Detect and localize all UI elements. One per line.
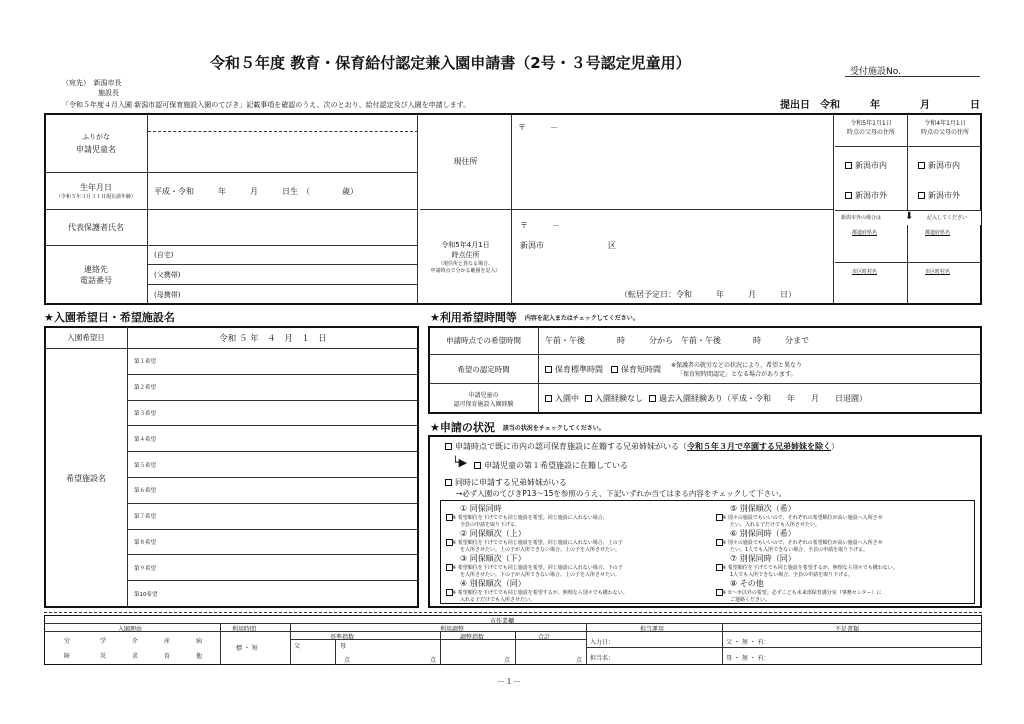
pref-row[interactable]: 第５希望 (128, 452, 418, 478)
section-time-title: ★利用希望時間等 (430, 311, 517, 324)
reason-item[interactable]: 産 (164, 638, 171, 645)
reason-item[interactable]: 災 (100, 653, 107, 660)
refer-guide-text: →必ず入園のてびきP13～15を参照のうえ、下記いずれか当てはまる内容をチェックして下さい。 (456, 489, 787, 498)
addressee-facility: 施設長 (98, 89, 119, 97)
april-postal: 〒 － (520, 221, 560, 230)
section-time-note: 内容を記入またはチェックしてください。 (524, 314, 639, 322)
total-label: 合計 (538, 634, 551, 641)
point-unit: 点 (576, 657, 583, 664)
current-address-field[interactable]: 〒 － (512, 114, 834, 210)
staff-label: 担当運用 (640, 626, 665, 633)
facility-label: 希望施設名 (45, 349, 128, 607)
phone-father-field[interactable]: (父携帯) (148, 265, 418, 285)
past-experience-checkbox[interactable]: 過去入園経験あり（平成・令和 年 月 日退園） (649, 393, 867, 404)
child-name-label (45, 114, 148, 173)
adjust-index-label: 調整指数 (460, 634, 485, 641)
birth-field[interactable]: 平成・令和 年 月 日生 （ 歳） (148, 173, 418, 210)
pref-row[interactable]: 第10希望 (134, 592, 158, 599)
sibling-enrolled-checkbox[interactable]: 申請時点で既に市内の認可保育施設に在籍する兄弟姉妹がいる（令和５年３月で卒園する兄弟姉妹を除く） (445, 441, 839, 452)
experience-label-2: 認可保育施設入園経験 (453, 400, 514, 408)
pref-row[interactable]: 第９希望 (128, 555, 418, 581)
reason-item[interactable]: 介 (132, 638, 139, 645)
child-name-text: 申請児童名 (76, 144, 116, 154)
submit-date: 提出日 令和 年 月 日 (780, 100, 980, 111)
section-status-title: ★申請の状況 (430, 421, 495, 434)
pref-row[interactable]: 第８希望 (128, 530, 418, 556)
section-time-header (430, 309, 639, 325)
experience-field (539, 384, 981, 413)
outside-checkbox-2023[interactable]: 新潟市外 (845, 190, 887, 201)
mother-docs[interactable]: 母 ・ 無 ・ 有： (726, 655, 770, 662)
phone-mother-field[interactable]: (母携帯) (148, 285, 418, 304)
entry-date-value[interactable]: 令和 ５ 年 ４ 月 １ 日 (128, 327, 418, 349)
pref-label-2022: 都道府県名 (925, 230, 951, 236)
reason-label: 入園理由 (118, 626, 143, 633)
cert-time-note: ※保護者の就労などの状況により、希望と異なり 「保育短時間認定」となる場合があります。 (671, 362, 803, 378)
parents-head-2022-b: 時点の父母の住所 (920, 129, 969, 136)
point-unit: 点 (430, 657, 437, 664)
move-date: （転居予定日：令和 年 月 日） (620, 290, 796, 299)
option-item[interactable]: ③ 同保順次（下） ※ 希望順位を下げてでも同じ施設を希望。同じ施設に入れない場合、下の子 を入所させたい。下の子が入所できない場合、上の子を入所させたい。 (446, 553, 708, 578)
pref-row[interactable]: 第２希望 (128, 375, 418, 401)
page-title: 令和５年度 教育・保育給付認定兼入園申請書（2号・３号認定児童用） (210, 54, 691, 72)
option-item[interactable]: ② 同保順次（上） ※ 希望順位を下げてでも同じ施設を希望。同じ施設に入れない場合、上の子 を入所させたい。上の子が入所できない場合、上の子を入所させたい。 (446, 528, 708, 553)
option-item[interactable]: ⑦ 別保同時（同） ※ 希望順位を下げてでも同じ施設を希望するが、無理なら別々でも構わない。 1人でも入所できない場合、全員の申請を取り下げる。 (716, 553, 972, 578)
inside-checkbox-2022[interactable]: 新潟市内 (918, 160, 960, 171)
april-city: 新潟市 (520, 241, 544, 250)
reason-item[interactable]: 他 (196, 653, 203, 660)
adjust-label: 利用調整 (440, 626, 465, 633)
pref-row[interactable]: 第７希望 (128, 504, 418, 530)
outside-note-right: 記入してください (927, 215, 968, 221)
receipt-line (845, 76, 980, 77)
enrolled-checkbox[interactable]: 入園中 (545, 393, 579, 404)
april-label-2: 時点住所 (451, 251, 480, 259)
experience-label-1: 申請児童の (468, 391, 499, 399)
section-status-header (430, 419, 605, 435)
return-arrow-icon: └▶ (452, 456, 468, 469)
outside-note: 新潟市外の場合は (841, 215, 882, 221)
addressee-mayor: （宛先） 新潟市長 (62, 79, 122, 87)
option-item[interactable]: ⑧ その他 ※ ①～⑦以外の希望。必ずこども未来部保育課分室（事務センター）に ご連絡ください。 (716, 578, 972, 603)
parents-col-divider (907, 114, 908, 304)
section-status-note: 該当の状況をチェックしてください。 (502, 424, 605, 432)
april-label-3: （現住所と異なる場合、 (437, 261, 493, 267)
city-use-label: 市作業欄 (490, 618, 515, 625)
contact-label (45, 246, 148, 304)
guardian-field[interactable] (148, 210, 418, 246)
intro-text: 「令和５年度４月入園 新潟市認可保育施設入園のてびき」記載事項を確認のうえ、次のとおり、給付認定及び入園を申請します。 (62, 101, 471, 109)
contact-label-1: 連絡先 (84, 265, 108, 274)
use-time-label: 利用時間 (232, 626, 257, 633)
reason-item[interactable]: 学 (100, 638, 107, 645)
standard-time-checkbox[interactable]: 保育標準時間 (545, 364, 603, 375)
phone-home-field[interactable]: (自宅) (148, 246, 418, 265)
pref-row[interactable]: 第４希望 (128, 426, 418, 452)
cut-line (44, 612, 982, 613)
point-unit: 点 (344, 657, 351, 664)
pref-row[interactable]: 第６希望 (128, 478, 418, 504)
page-number: －１－ (497, 677, 521, 686)
reason-item[interactable]: 労 (64, 638, 71, 645)
no-experience-checkbox[interactable]: 入園経験なし (585, 393, 643, 404)
receipt-label: 受付施設No. (850, 67, 901, 77)
reason-item[interactable]: 障 (64, 653, 71, 660)
outside-checkbox-2022[interactable]: 新潟市外 (918, 190, 960, 201)
april-label-1: 令和5年4月1日 (441, 241, 490, 249)
short-time-checkbox[interactable]: 保育短時間 (611, 364, 661, 375)
input-date-label[interactable]: 入力日： (590, 639, 615, 646)
guardian-label: 代表保護者氏名 (45, 210, 148, 246)
point-unit: 点 (504, 657, 511, 664)
pref-row[interactable]: 第１希望 (128, 349, 418, 375)
desired-time-label: 申請時点での希望時間 (429, 327, 539, 355)
muni-label-2022: 市区町村名 (925, 269, 951, 275)
birth-note: （令和５年３月３１日現在満年齢） (55, 194, 136, 200)
reason-item[interactable]: 育 (164, 653, 171, 660)
first-choice-checkbox[interactable]: 申請児童の第１希望施設に在籍している (474, 460, 628, 471)
birth-label (45, 173, 148, 210)
section-facility-title: ★入園希望日・希望施設名 (44, 311, 175, 324)
parents-head-2023 (835, 118, 907, 136)
contact-label-2: 電話番号 (80, 276, 112, 285)
muni-label-2023: 市区町村名 (852, 269, 878, 275)
mother-label: 母 (340, 643, 347, 650)
april-label-4: 申請時点で分かる範囲を記入） (430, 268, 501, 274)
desired-time-value[interactable]: 午前・午後 時 分から 午前・午後 時 分まで (539, 327, 981, 355)
sibling-apply-checkbox[interactable]: 同時に申請する兄弟姉妹がいる (445, 477, 567, 488)
parents-head-2022-a: 令和4年1月1日 (924, 120, 966, 127)
april-ward: 区 (608, 241, 616, 250)
cert-time-field (539, 355, 981, 384)
father-label: 父 (294, 643, 301, 650)
down-arrow-icon: ⬇ (905, 211, 914, 222)
option-item[interactable]: ⑤ 別保順次（希） ※ 別々の施設でもいいので、それぞれの希望順位が高い施設へ入所させ たい。入れる子だけでも入所させたい。 (716, 503, 972, 528)
pref-row[interactable]: 第３希望 (128, 401, 418, 427)
child-name-field[interactable] (148, 114, 418, 173)
birth-label-text: 生年月日 (80, 183, 112, 192)
parents-head-2023-a: 令和5年1月1日 (850, 120, 892, 127)
father-docs[interactable]: 父 ・ 無 ・ 有： (726, 639, 770, 646)
option-item[interactable]: ⑥ 別保同時（希） ※ 別々の施設でもいいので、それぞれの希望順位が高い施設へ入所させ たい。1人でも入所できない場合、全員の申請を取り下げる。 (716, 528, 972, 553)
experience-label (429, 384, 539, 413)
parents-head-2023-b: 時点の父母の住所 (846, 129, 895, 136)
reason-item[interactable]: 病 (196, 638, 203, 645)
outside-note-bar (835, 211, 981, 225)
base-index-label: 基準指数 (330, 634, 355, 641)
parents-head-2022 (908, 118, 982, 136)
furigana-label: ふりがな (82, 132, 110, 141)
reason-item[interactable]: 求 (132, 653, 139, 660)
missing-docs-label: 不足書類 (835, 626, 860, 633)
option-item[interactable]: ① 同保同時 ※ 希望順位を下げてでも同じ施設を希望。同じ施設に入れない場合、 全員の申請を取り下げる。 (446, 503, 708, 528)
entry-date-label: 入園希望日 (45, 327, 128, 349)
current-address-label: 現住所 (420, 114, 512, 210)
option-item[interactable]: ④ 別保順次（同） ※ 希望順位を下げてでも同じ施設を希望するが、無理なら別々でも構わない。 入れる子だけでも入所させたい。 (446, 578, 708, 603)
pref-label-2023: 都道府県名 (852, 230, 878, 236)
use-time-value[interactable]: 標 ・ 短 (236, 645, 258, 652)
staff-name-label[interactable]: 担当名： (590, 655, 615, 662)
inside-checkbox-2023[interactable]: 新潟市内 (845, 160, 887, 171)
cert-time-label: 希望の認定時間 (429, 355, 539, 384)
april-address-label (420, 210, 512, 304)
